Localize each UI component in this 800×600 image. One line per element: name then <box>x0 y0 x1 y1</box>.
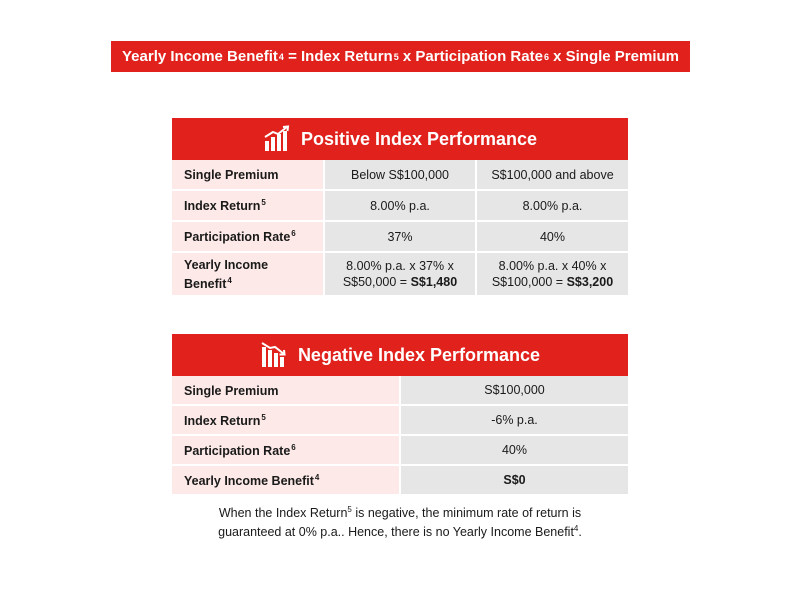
table-cell: S$100,000 <box>400 376 628 405</box>
table-cell: S$0 <box>400 465 628 495</box>
positive-panel-title: Positive Index Performance <box>300 128 538 149</box>
table-row <box>172 252 628 296</box>
row-label: Single Premium <box>172 160 324 190</box>
negative-table <box>172 376 628 496</box>
footnote-text: When the Index Return$^5$ is negative, the minimum rate of return is guaranteed at 0% p.a.. Hence, there is no Yearly Income Benefit$^4$. <box>218 505 582 539</box>
table-cell: S$100,000 and above <box>476 160 628 190</box>
negative-panel-header <box>172 334 628 376</box>
formula-part: x Single Premium <box>548 48 679 65</box>
positive-panel-header <box>172 118 628 160</box>
table-row <box>172 435 628 465</box>
table-row <box>172 160 628 190</box>
table-row <box>172 190 628 221</box>
positive-table <box>172 160 628 297</box>
table-cell: 8.00% p.a. x 37% x S$50,000 = S$1,480 <box>324 252 476 296</box>
row-label: Index Return$^5$ <box>172 405 400 435</box>
row-label: Yearly Income Benefit$^4$ <box>172 252 324 296</box>
footnote-sup: 5 <box>393 51 399 62</box>
table-cell: Below S$100,000 <box>324 160 476 190</box>
row-label: Index Return$^5$ <box>172 190 324 221</box>
formula-part: = Index Return <box>283 48 393 65</box>
table-cell: 40% <box>476 221 628 252</box>
formula-part: x Participation Rate <box>398 48 543 65</box>
positive-performance-panel <box>172 118 628 297</box>
footnote-sup: 4 <box>278 51 284 62</box>
table-cell: 8.00% p.a. x 40% x S$100,000 = S$3,200 <box>476 252 628 296</box>
table-cell: 40% <box>400 435 628 465</box>
row-label: Participation Rate$^6$ <box>172 435 400 465</box>
table-cell: -6% p.a. <box>400 405 628 435</box>
table-row <box>172 465 628 495</box>
footnote-sup: 6 <box>543 51 549 62</box>
negative-performance-panel <box>172 334 628 496</box>
bar-chart-down-icon <box>260 341 288 369</box>
row-label: Yearly Income Benefit$^4$ <box>172 465 400 495</box>
row-label: Single Premium <box>172 376 400 405</box>
bar-chart-up-icon <box>263 125 291 153</box>
formula-banner <box>111 41 690 72</box>
table-row <box>172 376 628 405</box>
table-row <box>172 221 628 252</box>
table-cell: 8.00% p.a. <box>476 190 628 221</box>
row-label: Participation Rate$^6$ <box>172 221 324 252</box>
table-row <box>172 405 628 435</box>
negative-panel-title: Negative Index Performance <box>297 344 541 365</box>
table-cell: 8.00% p.a. <box>324 190 476 221</box>
table-cell: 37% <box>324 221 476 252</box>
formula-part: Yearly Income Benefit <box>122 48 278 65</box>
